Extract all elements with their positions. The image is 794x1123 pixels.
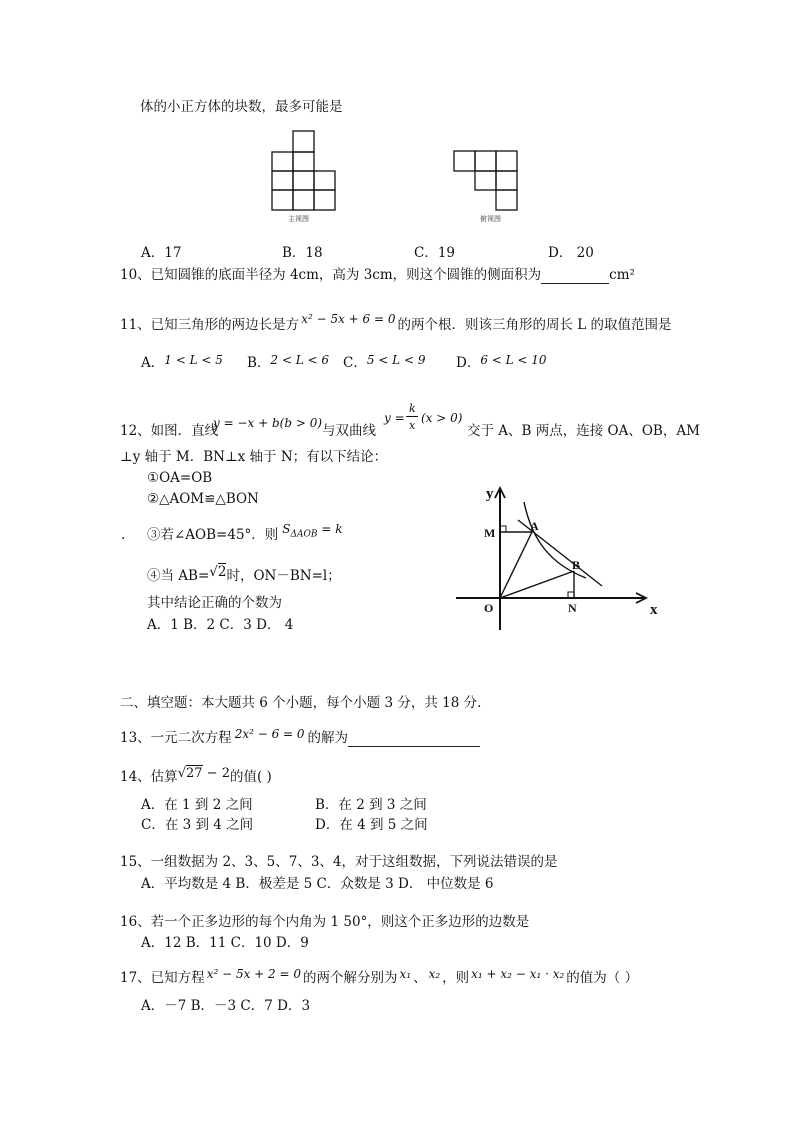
q12-conclusion-4 bbox=[147, 564, 341, 585]
q12-mid: 与双曲线 bbox=[322, 423, 376, 439]
q10-text: 10、已知圆锥的底面半径为 4cm，高为 3cm，则这个圆锥的侧面积为 bbox=[120, 267, 542, 283]
sqrt-rest: − 2 bbox=[202, 766, 230, 781]
label-A: A bbox=[530, 519, 539, 533]
q12-hyperbola-cond: (x > 0) bbox=[421, 411, 463, 425]
q16-options: A．12 B．11 C．10 D．9 bbox=[141, 935, 309, 951]
area-symbol: S bbox=[282, 522, 291, 536]
q17-pre: 17、已知方程 bbox=[120, 970, 205, 986]
q13-equation: 2x² − 6 = 0 bbox=[234, 727, 305, 741]
q9-option-a: A．17 bbox=[141, 245, 182, 261]
q13-answer-blank[interactable] bbox=[348, 732, 480, 747]
option-letter: C． bbox=[343, 355, 367, 371]
top-view-caption: 俯视图 bbox=[480, 215, 501, 223]
area-equals: = k bbox=[317, 522, 343, 536]
q12-line-equation: y = −x + b(b > 0) bbox=[213, 416, 323, 430]
q9-option-c: C．19 bbox=[414, 245, 456, 261]
q17-sep: 、 bbox=[413, 970, 427, 986]
area-subscript: ΔAOB bbox=[290, 529, 318, 540]
q14-option-b: B．在 2 到 3 之间 bbox=[315, 797, 427, 813]
q12-conclusion-1: ①OA=OB bbox=[147, 470, 213, 486]
q12-post: 交于 A、B 两点，连接 OA、OB，AM bbox=[467, 423, 700, 439]
sqrt-radicand: 2 bbox=[217, 564, 227, 580]
q15-options: A．平均数是 4 B．极差是 5 C．众数是 3 D． 中位数是 6 bbox=[141, 876, 494, 892]
q12-hyperbola-num: k bbox=[409, 402, 416, 415]
q11-equation: x² − 5x + 6 = 0 bbox=[301, 312, 396, 326]
q12-conclusion-2: ②△AOM≌△BON bbox=[147, 491, 259, 507]
top-view-figure bbox=[450, 148, 522, 212]
label-B: B bbox=[572, 558, 581, 572]
front-view-figure bbox=[268, 128, 340, 212]
question-13 bbox=[120, 729, 480, 747]
label-x: x bbox=[650, 602, 658, 618]
option-letter: D． bbox=[456, 355, 481, 371]
label-O: O bbox=[484, 601, 494, 615]
section-2-heading: 二、填空题：本大题共 6 个小题，每个小题 3 分，共 18 分. bbox=[120, 695, 482, 711]
q9-continuation: 体的小正方体的块数，最多可能是 bbox=[140, 99, 343, 115]
q9-option-b: B．18 bbox=[282, 245, 323, 261]
q14-post: 的值( ) bbox=[229, 769, 272, 785]
q14-option-d: D．在 4 到 5 之间 bbox=[315, 817, 428, 833]
q17-mid2: ，则 bbox=[442, 970, 470, 986]
q12-c4-pre: ④当 AB= bbox=[147, 568, 210, 584]
q11-option-b bbox=[247, 354, 329, 372]
q12-ask: 其中结论正确的个数为 bbox=[147, 595, 282, 611]
q11-pre: 11、已知三角形的两边长是方 bbox=[120, 317, 300, 333]
q12-c3-pre: ③若∠AOB=45°．则 bbox=[147, 527, 279, 543]
option-letter: A． bbox=[141, 355, 165, 371]
q13-post: 的解为 bbox=[307, 730, 349, 746]
q17-x1: x₁ bbox=[399, 967, 412, 981]
label-N: N bbox=[568, 601, 577, 615]
q17-post: 的值为（ ） bbox=[566, 970, 639, 986]
option-expr: 6 < L < 10 bbox=[480, 353, 547, 367]
q12-c3-area bbox=[282, 522, 343, 540]
q10-answer-blank[interactable] bbox=[541, 269, 609, 284]
sqrt-sign: √2 bbox=[209, 564, 227, 580]
front-view-caption: 主视图 bbox=[288, 215, 309, 223]
question-14 bbox=[120, 768, 272, 787]
q12-line2: ⊥y 轴于 M．BN⊥x 轴于 N；有以下结论： bbox=[120, 449, 388, 465]
q12-coordinate-figure bbox=[450, 480, 670, 635]
q17-mid: 的两个解分别为 bbox=[303, 970, 398, 986]
q12-hyperbola-lhs: y = bbox=[384, 411, 405, 425]
q13-pre: 13、一元二次方程 bbox=[120, 730, 232, 746]
label-y: y bbox=[486, 486, 494, 502]
q10-unit: cm² bbox=[609, 267, 635, 283]
q14-option-a: A．在 1 到 2 之间 bbox=[141, 797, 253, 813]
sqrt-radicand: 27 bbox=[185, 766, 203, 781]
question-11 bbox=[120, 312, 672, 334]
q12-options: A．1 B．2 C．3 D． 4 bbox=[147, 617, 294, 633]
q11-option-c bbox=[343, 354, 425, 372]
question-15: 15、一组数据为 2、3、5、7、3、4，对于这组数据，下列说法错误的是 bbox=[120, 854, 558, 870]
q9-option-d: D． 20 bbox=[548, 245, 594, 261]
question-10 bbox=[120, 266, 635, 284]
q11-option-a bbox=[141, 354, 223, 372]
q17-x2: x₂ bbox=[428, 967, 441, 981]
stray-dot: . bbox=[121, 527, 126, 543]
option-expr: 1 < L < 5 bbox=[164, 353, 223, 367]
q14-pre: 14、估算 bbox=[120, 769, 178, 785]
q11-option-d bbox=[456, 354, 547, 372]
q12-pre: 12、如图．直线 bbox=[120, 423, 219, 439]
option-expr: 5 < L < 9 bbox=[366, 353, 426, 367]
option-letter: B． bbox=[247, 355, 271, 371]
q17-options: A．－7 B．－3 C．7 D．3 bbox=[141, 998, 311, 1014]
q14-sqrt: √27 − 2 bbox=[177, 766, 230, 781]
question-16: 16、若一个正多边形的每个内角为 1 50°，则这个正多边形的边数是 bbox=[120, 914, 530, 930]
option-expr: 2 < L < 6 bbox=[270, 353, 330, 367]
q11-post: 的两个根．则该三角形的周长 L 的取值范围是 bbox=[397, 317, 672, 333]
q12-hyperbola-den: x bbox=[409, 419, 416, 432]
q17-expression: x₁ + x₂ − x₁ · x₂ bbox=[471, 967, 565, 981]
label-M: M bbox=[484, 526, 496, 540]
q12-c4-post: 时，ON－BN=l； bbox=[226, 568, 341, 584]
question-17 bbox=[120, 969, 638, 987]
q14-option-c: C．在 3 到 4 之间 bbox=[141, 817, 254, 833]
q12-conclusion-3 bbox=[147, 522, 343, 549]
q17-equation: x² − 5x + 2 = 0 bbox=[206, 967, 301, 981]
